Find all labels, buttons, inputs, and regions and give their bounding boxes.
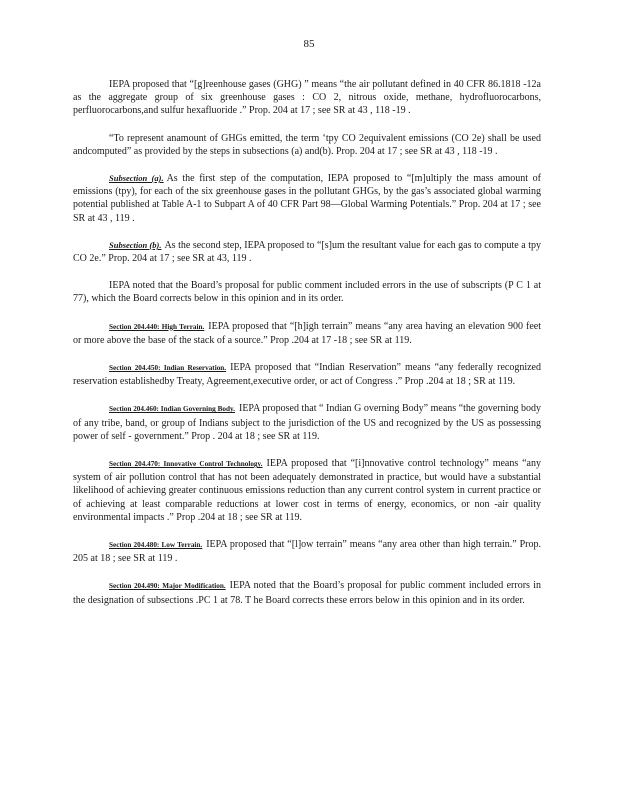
paragraph-section-204-490	[73, 579, 541, 606]
section-heading: Section 204.480: Low Terrain.	[109, 541, 203, 550]
paragraph-text: IEPA proposed that “[h]igh terrain” means “any area having an elevation 900 feet or more above the base of the stack of a source.” Prop .204 at 17 -18 ; see SR at 119.	[73, 320, 541, 346]
subsection-heading: Subsection (b).	[109, 239, 162, 250]
subsection-heading: Subsection (a).	[109, 173, 164, 184]
paragraph-subsection-b	[73, 239, 541, 265]
paragraph-text: As the second step, IEPA proposed to “[s]um the resultant value for each gas to compute a tpy CO 2e.” Prop. 204 at 17 ; see SR at 43, 119 .	[73, 239, 541, 265]
paragraph-section-204-470	[73, 457, 541, 524]
paragraph-text: IEPA proposed that “Indian Reservation” means “any federally recognized reservation establishedby Treaty, Agreement,executive order, or act of Congress .” Prop .204 at 18 ; SR at 119.	[73, 362, 541, 388]
section-heading: Section 204.460: Indian Governing Body.	[109, 405, 235, 414]
paragraph-section-204-460	[73, 402, 541, 443]
section-heading: Section 204.470: Innovative Control Technology.	[109, 460, 263, 469]
section-heading: Section 204.450: Indian Reservation.	[109, 364, 227, 373]
paragraph-text: IEPA proposed that “[l]ow terrain” means “any area other than high terrain.” Prop. 205 at 18 ; see SR at 119 .	[73, 539, 541, 565]
paragraph-text: As the first step of the computation, IEPA proposed to “[m]ultiply the mass amount of emissions (tpy), for each of the six greenhouse gases in the pollutant GHGs, by the gas’s associated global warming potential published at Table A-1 to Subpart A of 40 CFR Part 98—Global Warming Potentials.” Prop. 204 at 17 ; see SR at 43 , 119 .	[73, 173, 541, 224]
paragraph-subsection-a	[73, 172, 541, 225]
paragraph-ghg-definition	[73, 78, 541, 118]
paragraph-text: IEPA noted that the Board’s proposal for public comment included errors in the use of subscripts (P C 1 at 77), which the Board corrects below in this opinion and in its order.	[73, 280, 541, 305]
page-body	[73, 78, 541, 621]
paragraph-subscript-errors	[73, 279, 541, 305]
paragraph-section-204-480	[73, 538, 541, 565]
paragraph-section-204-440	[73, 320, 541, 347]
paragraph-text: “To represent anamount of GHGs emitted, the term ‘tpy CO 2equivalent emissions (CO 2e) shall be used andcomputed” as provided by the steps in subsections (a) and(b). Prop. 204 at 17 ; see SR at 43 , 118 -19 .	[73, 132, 541, 157]
paragraph-section-204-450	[73, 361, 541, 388]
paragraph-text: IEPA proposed that “[i]nnovative control technology” means “any system of air pollution control that has not been adequately demonstrated in practice, but would have a substantial likelihood of achieving greater continuous emissions reduction than any current control system in current practice or of achieving at least comparable reductions at lower cost in terms of energy, economics, or non -air quality environmental impacts .” Prop .204 at 18 ; see SR at 119.	[73, 458, 541, 523]
section-heading: Section 204.440: High Terrain.	[109, 322, 205, 331]
page-number: 85	[303, 38, 315, 50]
paragraph-text: IEPA noted that the Board’s proposal for public comment included errors in the designation of subsections .PC 1 at 78. T he Board corrects these errors below in this opinion and in its order.	[73, 580, 541, 606]
paragraph-tpy-co2e	[73, 132, 541, 158]
section-heading: Section 204.490: Major Modification.	[109, 582, 226, 591]
paragraph-text: IEPA proposed that “[g]reenhouse gases (GHG) ” means “the air pollutant defined in 40 CFR 86.1818 -12a as the aggregate group of six greenhouse gases : CO 2, nitrous oxide, methane, hydrofluorocarbons, perfluorocarbons,and sulfur hexafluoride .” Prop. 204 at 17 ; see SR at 43 , 118 -19 .	[73, 79, 541, 117]
paragraph-text: IEPA proposed that “ Indian G overning Body” means “the governing body of any tribe, band, or group of Indians subject to the jurisdiction of the US and recognized by the US as possessing power of self - government.” Prop . 204 at 18 ; see SR at 119.	[73, 403, 541, 442]
